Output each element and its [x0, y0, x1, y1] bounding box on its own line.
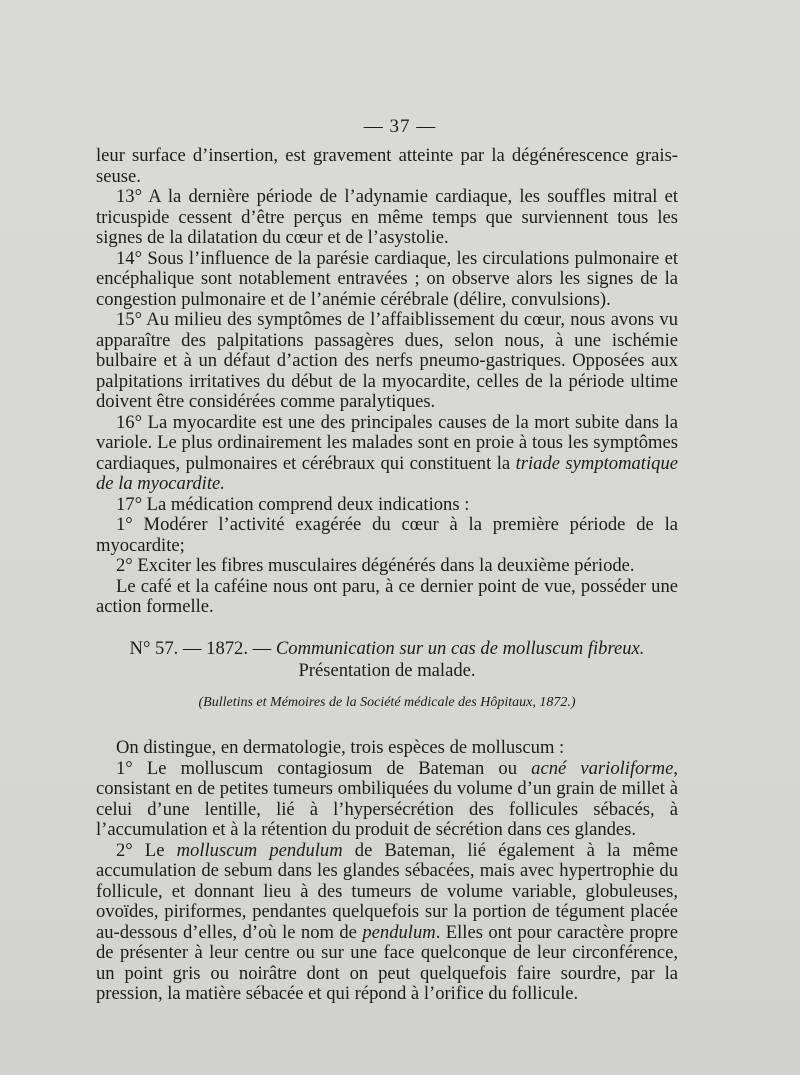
- paragraph: 1° Le molluscum contagiosum de Bateman ou acné varioliforme, consistant en de petites tumeurs ombiliquées du volume d’un grain de millet à celui d’une lentille, lié à l’hypersécrétion des follicules sébacés, à l’accumulation et à la rétention du produit de sécrétion dans ces glandes.: [96, 757, 678, 840]
- paragraph: 17° La médication comprend deux indications :: [116, 493, 470, 515]
- paragraph: 14° Sous l’influence de la parésie cardiaque, les circulations pulmonaire et encéphalique sont notablement entravées ; on observe alors les signes de la congestion pulmonaire et de l’anémie cérébrale (délire, convulsions).: [96, 247, 678, 310]
- paragraph: On distingue, en dermatologie, trois espèces de molluscum :: [116, 737, 565, 758]
- paragraph: leur surface d’insertion, est gravement atteinte par la dégénérescence grais-seuse.: [96, 145, 678, 187]
- paragraph: 2° Exciter les fibres musculaires dégénérés dans la deuxième période.: [116, 555, 635, 576]
- paragraph: Le café et la caféine nous ont paru, à ce dernier point de vue, posséder une action formelle.: [96, 575, 678, 617]
- body-text-upper: [96, 146, 678, 618]
- paragraph: 15° Au milieu des symptômes de l’affaiblissement du cœur, nous avons vu apparaître des palpitations passagères dues, selon nous, à une ischémie bulbaire et à un défaut d’action des nerfs pneumo-gastriques. Opposées aux palpitations irritatives du début de la myocardite, celles de la période ultime doivent être considérées comme paralytiques.: [96, 309, 678, 412]
- page-number: — 37 —: [363, 116, 437, 137]
- paragraph: 13° A la dernière période de l’adynamie cardiaque, les souffles mitral et tricuspide cessent d’être perçus en même temps que surviennent tous les signes de la dilatation du cœur et de l’asystolie.: [96, 186, 678, 248]
- section-subtitle: Présentation de malade.: [298, 660, 476, 681]
- paragraph: 1° Modérer l’activité exagérée du cœur à la première période de la myocardite;: [96, 514, 678, 556]
- paragraph: 16° La myocardite est une des principales causes de la mort subite dans la variole. Le plus ordinairement les malades sont en proie à tous les symptômes cardiaques, pulmonaires et cérébraux qui constituent la triade symptomatique de la myocardite.: [96, 411, 678, 494]
- paragraph: 2° Le molluscum pendulum de Bateman, lié également à la même accumulation de sebum dans les glandes sébacées, mais avec hypertrophie du follicule, et donnant lieu à des tumeurs de volume variable, globuleuses, ovoïdes, piriformes, pendantes quelquefois sur la portion de tégument placée au-dessous d’elles, d’où le nom de pendulum. Elles ont pour caractère propre de présenter à leur centre ou sur une face quelconque de leur circonférence, un point gris ou noirâtre dont on peut quelquefois faire sourdre, par la pression, la matière sébacée et qui répond à l’orifice du follicule.: [96, 839, 679, 1004]
- source-citation: (Bulletins et Mémoires de la Société médicale des Hôpitaux, 1872.): [198, 695, 576, 710]
- body-text-lower: [96, 738, 678, 1005]
- section-title: N° 57. — 1872. — Communication sur un cas de molluscum fibreux. Présentation de malade.: [96, 638, 678, 682]
